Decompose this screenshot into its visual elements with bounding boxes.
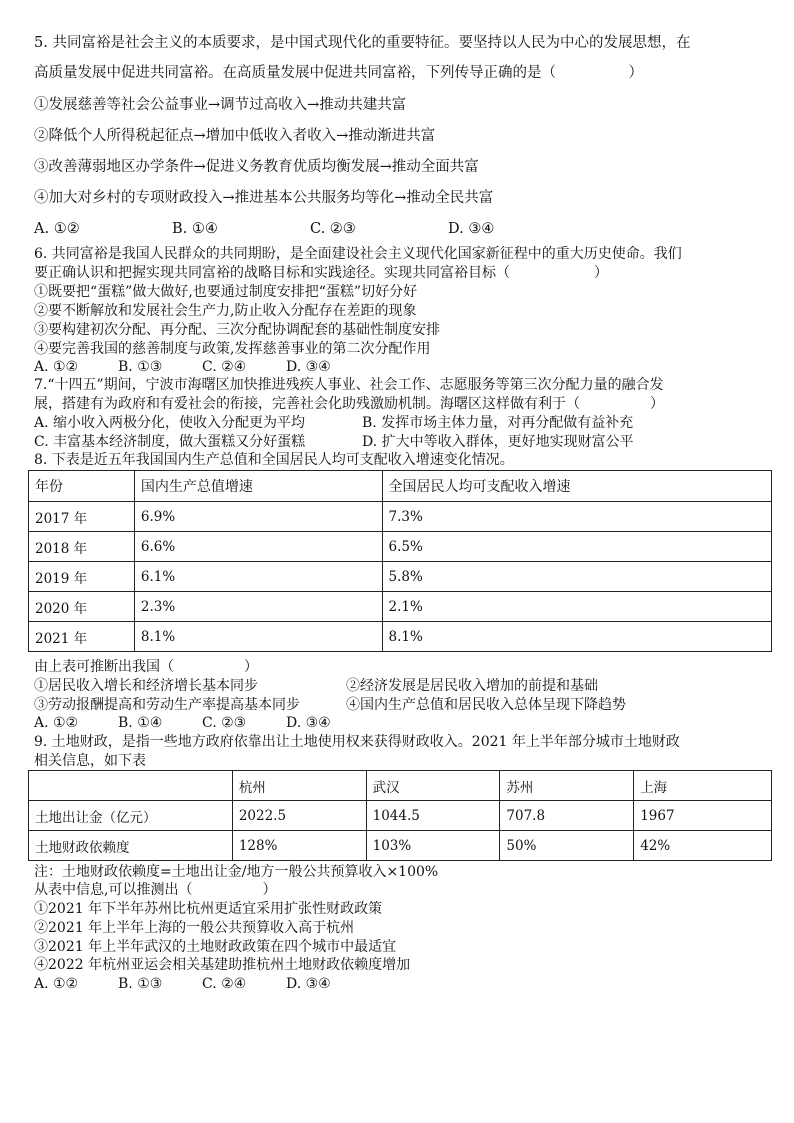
q8-options-row-2 [34,697,626,714]
table-cell: 6.9% [134,502,382,532]
q9-note: 注：土地财政依赖度=土地出让金/地方一般公共预算收入×100% [34,864,439,880]
table-cell: 50% [500,831,634,861]
table-row [29,562,772,592]
q9-choice-d[interactable]: D. ③④ [286,976,331,992]
q5-choice-d[interactable]: D. ③④ [448,221,495,237]
q9-option-1: ①2021 年下半年苏州比杭州更适宜采用扩张性财政政策 [34,901,383,917]
q5-answer-choices [34,220,494,238]
table-header-cell: 国内生产总值增速 [134,471,382,502]
q6-choice-a[interactable]: A. ①② [34,359,79,375]
q8-prompt: 由上表可推断出我国（ ） [34,659,258,675]
q6-stem-line-1: 6. 共同富裕是我国人民群众的共同期盼，是全面建设社会主义现代化国家新征程中的重大历史使命。我们 [34,246,682,262]
q8-options-row-1 [34,678,598,695]
q8-option-1: ①居民收入增长和经济增长基本同步 [34,678,258,694]
q8-answer-choices [34,715,331,732]
q9-option-4: ④2022 年杭州亚运会相关基建助推杭州土地财政依赖度增加 [34,957,411,973]
table-cell: 2017 年 [29,502,135,532]
q9-prompt: 从表中信息,可以推测出（ ） [34,882,277,898]
q6-stem-line-2: 要正确认识和把握实现共同富裕的战略目标和实践途径。实现共同富裕目标（ ） [34,265,608,281]
q9-option-2: ②2021 年上半年上海的一般公共预算收入高于杭州 [34,920,355,936]
q5-option-3: ③改善薄弱地区办学条件→促进义务教育优质均衡发展→推动全面共富 [34,159,479,175]
table-header-cell: 上海 [634,771,772,801]
table-cell: 2018 年 [29,532,135,562]
q8-growth-table [28,470,772,652]
table-cell: 2020 年 [29,592,135,622]
table-header-row [29,771,772,801]
table-cell: 2.3% [134,592,382,622]
q8-choice-d[interactable]: D. ③④ [286,715,331,731]
table-row [29,532,772,562]
q5-option-1: ①发展慈善等社会公益事业→调节过高收入→推动共建共富 [34,97,407,113]
q8-option-4: ④国内生产总值和居民收入总体呈现下降趋势 [346,697,626,713]
q5-option-2: ②降低个人所得税起征点→增加中低收入者收入→推动渐进共富 [34,128,436,144]
table-cell: 103% [366,831,500,861]
table-row [29,592,772,622]
q8-option-2: ②经济发展是居民收入增加的前提和基础 [346,678,598,694]
table-row [29,831,772,861]
q7-choice-a[interactable]: A. 缩小收入两极分化，使收入分配更为平均 [34,415,306,431]
table-header-cell: 杭州 [232,771,366,801]
table-header-cell: 武汉 [366,771,500,801]
q6-choice-c[interactable]: C. ②④ [202,359,247,375]
q9-option-3: ③2021 年上半年武汉的土地财政政策在四个城市中最适宜 [34,939,397,955]
table-cell: 2022.5 [232,801,366,831]
table-cell: 1967 [634,801,772,831]
q6-option-1: ①既要把“蛋糕”做大做好,也要通过制度安排把“蛋糕”切好分好 [34,284,418,300]
table-cell: 2019 年 [29,562,135,592]
q6-option-3: ③要构建初次分配、再分配、三次分配协调配套的基础性制度安排 [34,322,440,338]
q6-choice-d[interactable]: D. ③④ [286,359,331,375]
table-header-cell: 全国居民人均可支配收入增速 [382,471,771,502]
q8-choice-c[interactable]: C. ②③ [202,715,247,731]
table-cell: 707.8 [500,801,634,831]
q7-choice-b[interactable]: B. 发挥市场主体力量，对再分配做有益补充 [362,415,634,431]
table-cell: 5.8% [382,562,771,592]
table-header-cell: 苏州 [500,771,634,801]
table-header-cell [29,771,233,801]
table-row [29,502,772,532]
q7-options-row-1 [34,415,633,432]
q9-stem-line-2: 相关信息，如下表 [34,753,146,769]
q6-option-2: ②要不断解放和发展社会生产力,防止收入分配存在差距的现象 [34,303,417,319]
q5-stem-line-2: 高质量发展中促进共同富裕。在高质量发展中促进共同富裕，下列传导正确的是（ ） [34,65,643,81]
q8-choice-a[interactable]: A. ①② [34,715,79,731]
table-cell: 1044.5 [366,801,500,831]
table-row [29,801,772,831]
table-cell: 6.5% [382,532,771,562]
table-cell: 土地财政依赖度 [29,831,233,861]
table-cell: 2021 年 [29,622,135,652]
q5-option-4: ④加大对乡村的专项财政投入→推进基本公共服务均等化→推动全民共富 [34,190,494,206]
q7-stem-line-2: 展，搭建有为政府和有爱社会的衔接，完善社会化助残激励机制。海曙区这样做有利于（ ） [34,396,664,412]
table-cell: 8.1% [382,622,771,652]
q7-options-row-2 [34,434,634,451]
q5-choice-a[interactable]: A. ①② [34,221,80,237]
q6-choice-b[interactable]: B. ①③ [118,359,163,375]
q9-land-finance-table [28,770,772,861]
table-header-cell: 年份 [29,471,135,502]
q9-choice-c[interactable]: C. ②④ [202,976,247,992]
table-cell: 6.1% [134,562,382,592]
q7-choice-c[interactable]: C. 丰富基本经济制度，做大蛋糕又分好蛋糕 [34,434,306,450]
table-cell: 128% [232,831,366,861]
table-cell: 42% [634,831,772,861]
q8-option-3: ③劳动报酬提高和劳动生产率提高基本同步 [34,697,300,713]
q8-choice-b[interactable]: B. ①④ [118,715,163,731]
q9-answer-choices [34,976,331,993]
table-cell: 土地出让金（亿元） [29,801,233,831]
table-cell: 6.6% [134,532,382,562]
q9-choice-a[interactable]: A. ①② [34,976,79,992]
q6-answer-choices [34,359,331,376]
q5-choice-c[interactable]: C. ②③ [310,221,356,237]
table-cell: 8.1% [134,622,382,652]
q9-stem-line-1: 9. 土地财政，是指一些地方政府依靠出让土地使用权来获得财政收入。2021 年上半年部分城市土地财政 [34,734,680,750]
q7-stem-line-1: 7.“十四五”期间，宁波市海曙区加快推进残疾人事业、社会工作、志愿服务等第三次分配力量的融合发 [34,377,664,393]
table-row [29,622,772,652]
q7-choice-d[interactable]: D. 扩大中等收入群体，更好地实现财富公平 [362,434,634,450]
q6-option-4: ④要完善我国的慈善制度与政策,发挥慈善事业的第二次分配作用 [34,341,431,357]
table-cell: 7.3% [382,502,771,532]
q5-stem-line-1: 5. 共同富裕是社会主义的本质要求，是中国式现代化的重要特征。要坚持以人民为中心的发展思想，在 [34,35,691,51]
q5-choice-b[interactable]: B. ①④ [172,221,218,237]
table-header-row [29,471,772,502]
table-cell: 2.1% [382,592,771,622]
q9-choice-b[interactable]: B. ①③ [118,976,163,992]
q8-stem: 8. 下表是近五年我国国内生产总值和全国居民人均可支配收入增速变化情况。 [34,452,514,468]
